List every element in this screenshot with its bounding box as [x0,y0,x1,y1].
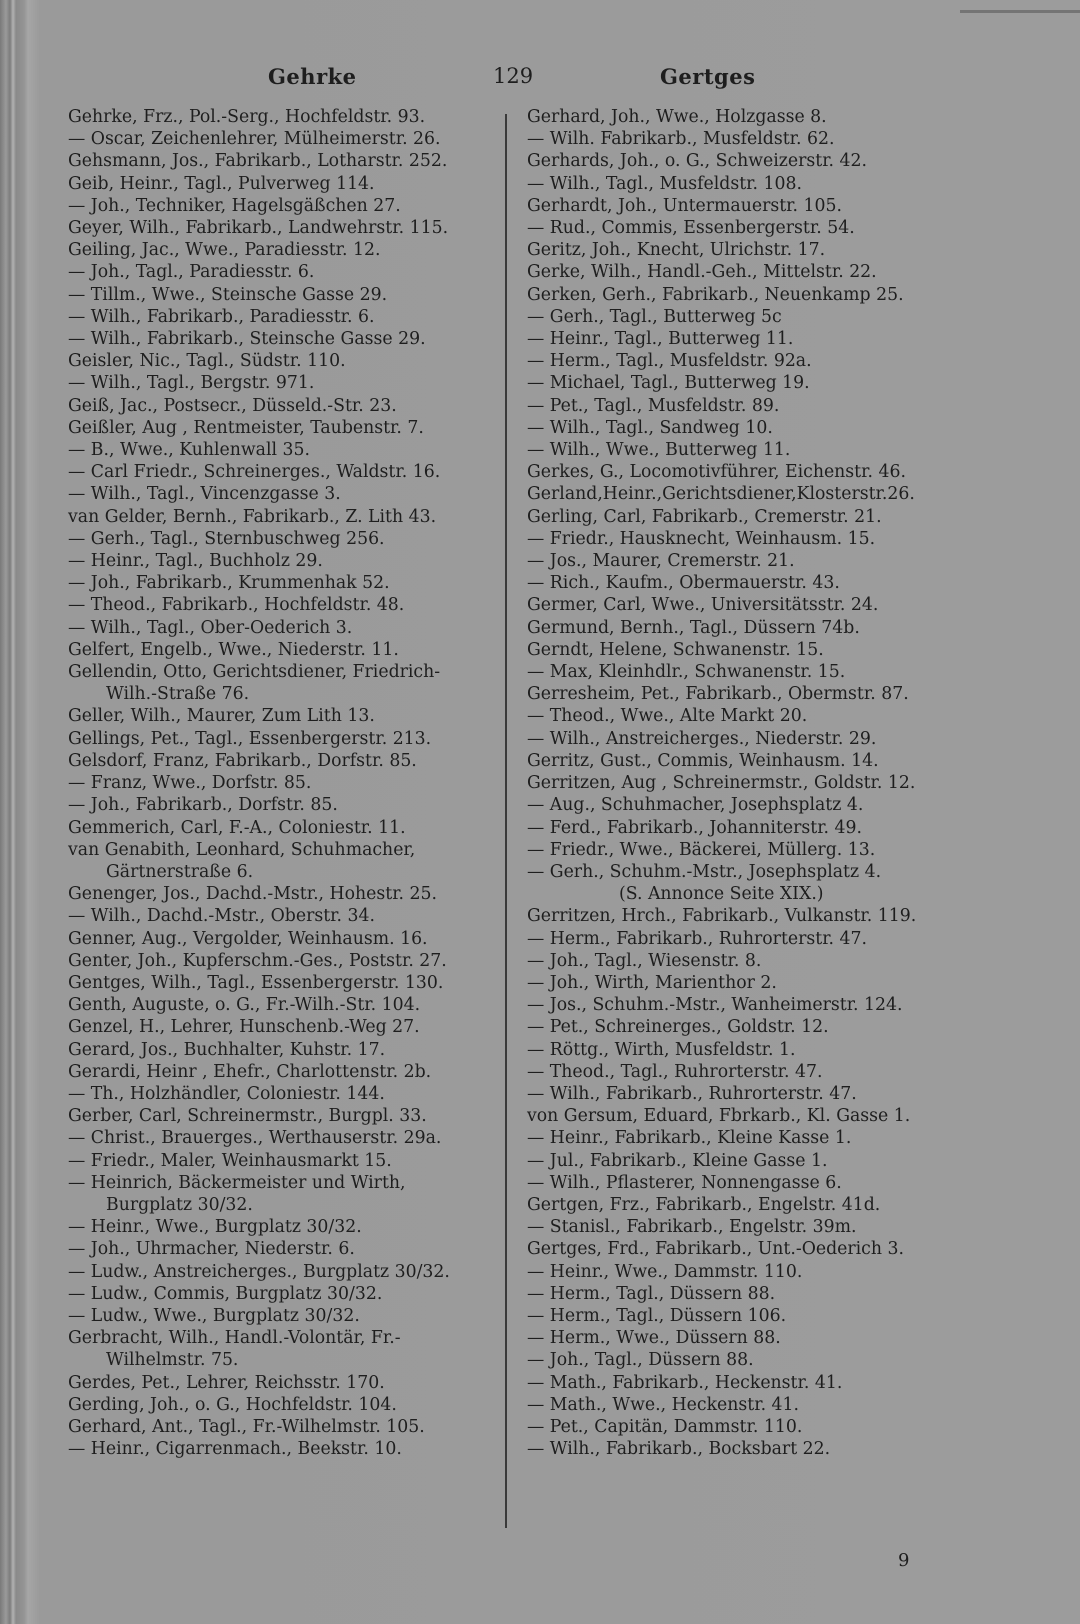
directory-sub-entry: — Math., Fabrikarb., Heckenstr. 41. [527,1372,843,1393]
directory-entry: Genner, Aug., Vergolder, Weinhausm. 16. [68,928,428,949]
directory-sub-entry: — Jul., Fabrikarb., Kleine Gasse 1. [527,1150,828,1171]
directory-sub-entry: — Stanisl., Fabrikarb., Engelstr. 39m. [527,1217,857,1238]
directory-sub-entry: — Joh., Techniker, Hagelsgäßchen 27. [68,195,401,216]
directory-sub-entry: — Joh., Tagl., Wiesenstr. 8. [527,950,762,971]
directory-entry: Geisler, Nic., Tagl., Südstr. 110. [68,351,346,372]
directory-sub-entry: — Wilh., Fabrikarb., Steinsche Gasse 29. [68,329,426,350]
directory-entry: Gehsmann, Jos., Fabrikarb., Lotharstr. 252. [68,151,448,172]
directory-sub-entry: — Röttg., Wirth, Musfeldstr. 1. [527,1039,796,1060]
directory-sub-entry: — Joh., Fabrikarb., Dorfstr. 85. [68,795,338,816]
directory-sub-entry: — Pet., Capitän, Dammstr. 110. [527,1416,803,1437]
page-number: 129 [493,64,534,88]
directory-entry: Genter, Joh., Kupferschm.-Ges., Poststr. 27. [68,950,447,971]
directory-sub-entry: — Joh., Uhrmacher, Niederstr. 6. [68,1239,355,1260]
directory-sub-entry: — Heinr., Cigarrenmach., Beekstr. 10. [68,1439,402,1460]
directory-sub-entry: — Herm., Fabrikarb., Ruhrorterstr. 47. [527,928,868,949]
directory-sub-entry: — Rich., Kaufm., Obermauerstr. 43. [527,573,840,594]
directory-sub-entry: — Aug., Schuhmacher, Josephsplatz 4. [527,795,864,816]
directory-entry: van Gelder, Bernh., Fabrikarb., Z. Lith 43. [68,506,437,527]
directory-sub-entry: — Heinr., Tagl., Buchholz 29. [68,551,323,572]
directory-sub-entry: — Wilh., Tagl., Ober-Oederich 3. [68,617,353,638]
directory-sub-entry: — Gerh., Tagl., Sternbuschweg 256. [68,528,385,549]
directory-entry: Gelfert, Engelb., Wwe., Niederstr. 11. [68,639,399,660]
directory-sub-entry: — Herm., Tagl., Düssern 106. [527,1305,787,1326]
directory-sub-entry: — Ludw., Commis, Burgplatz 30/32. [68,1283,383,1304]
directory-entry-continuation: Wilhelmstr. 75. [106,1350,239,1371]
directory-sub-entry: — Herm., Tagl., Düssern 88. [527,1283,776,1304]
directory-entry: Gerhardt, Joh., Untermauerstr. 105. [527,195,842,216]
directory-entry-continuation: Wilh.-Straße 76. [106,684,250,705]
directory-entry: Gerbracht, Wilh., Handl.-Volontär, Fr.- [68,1328,401,1349]
directory-sub-entry: — Wilh., Tagl., Musfeldstr. 108. [527,173,802,194]
signature-mark: 9 [898,1550,910,1571]
directory-sub-entry: — Wilh., Tagl., Vincenzgasse 3. [68,484,341,505]
directory-sub-entry: — Theod., Fabrikarb., Hochfeldstr. 48. [68,595,405,616]
directory-sub-entry: — Gerh., Tagl., Butterweg 5c [527,306,782,327]
directory-entry: Gellendin, Otto, Gerichtsdiener, Friedrich- [68,662,441,683]
directory-sub-entry: — Pet., Schreinerges., Goldstr. 12. [527,1017,829,1038]
directory-entry: Gerritz, Gust., Commis, Weinhausm. 14. [527,750,879,771]
directory-entry: Geritz, Joh., Knecht, Ulrichstr. 17. [527,240,826,261]
annonce-note: (S. Annonce Seite XIX.) [619,884,824,905]
directory-sub-entry: — Heinr., Fabrikarb., Kleine Kasse 1. [527,1128,852,1149]
column-divider [505,114,507,1528]
directory-sub-entry: — Jos., Schuhm.-Mstr., Wanheimerstr. 124. [527,995,903,1016]
directory-entry: Gerkes, G., Locomotivführer, Eichenstr. 46. [527,462,906,483]
directory-sub-entry: — Christ., Brauerges., Werthauserstr. 29a. [68,1128,442,1149]
right-catchword: Gertges [660,64,756,89]
directory-entry: Gerritzen, Hrch., Fabrikarb., Vulkanstr. 119. [527,906,917,927]
directory-entry: Gerling, Carl, Fabrikarb., Cremerstr. 21. [527,506,882,527]
directory-sub-entry: — Wilh., Fabrikarb., Ruhrorterstr. 47. [527,1083,857,1104]
directory-entry-continuation: Burgplatz 30/32. [106,1194,253,1215]
directory-sub-entry: — Wilh., Dachd.-Mstr., Oberstr. 34. [68,906,375,927]
left-column [68,106,498,1460]
directory-sub-entry: — Theod., Wwe., Alte Markt 20. [527,706,808,727]
directory-sub-entry: — Friedr., Wwe., Bäckerei, Müllerg. 13. [527,839,876,860]
directory-sub-entry: — Heinr., Wwe., Dammstr. 110. [527,1261,803,1282]
directory-sub-entry: — Franz, Wwe., Dorfstr. 85. [68,773,312,794]
directory-sub-entry: — Ludw., Anstreicherges., Burgplatz 30/32. [68,1261,450,1282]
directory-sub-entry: — Gerh., Schuhm.-Mstr., Josephsplatz 4. [527,861,882,882]
directory-entry: Gerdes, Pet., Lehrer, Reichsstr. 170. [68,1372,385,1393]
directory-entry: Geyer, Wilh., Fabrikarb., Landwehrstr. 115. [68,218,449,239]
directory-entry: Gerard, Jos., Buchhalter, Kuhstr. 17. [68,1039,386,1060]
directory-entry: Geißler, Aug , Rentmeister, Taubenstr. 7. [68,417,424,438]
directory-sub-entry: — Wilh., Anstreicherges., Niederstr. 29. [527,728,877,749]
directory-entry: Geiling, Jac., Wwe., Paradiesstr. 12. [68,240,381,261]
page-header [0,64,1080,94]
directory-sub-entry: — Heinr., Wwe., Burgplatz 30/32. [68,1217,362,1238]
directory-entry: Gerland,Heinr.,Gerichtsdiener,Klosterstr.26. [527,484,915,505]
directory-entry: Gerardi, Heinr , Ehefr., Charlottenstr. 2b. [68,1061,432,1082]
directory-entry: Genth, Auguste, o. G., Fr.-Wilh.-Str. 104. [68,995,421,1016]
directory-sub-entry: — Herm., Tagl., Musfeldstr. 92a. [527,351,812,372]
directory-sub-entry: — Wilh., Tagl., Bergstr. 971. [68,373,315,394]
directory-entry: Genzel, H., Lehrer, Hunschenb.-Weg 27. [68,1017,420,1038]
directory-sub-entry: — Theod., Tagl., Ruhrorterstr. 47. [527,1061,823,1082]
directory-sub-entry: — Heinrich, Bäckermeister und Wirth, [68,1172,406,1193]
directory-entry: Gerke, Wilh., Handl.-Geh., Mittelstr. 22. [527,262,877,283]
directory-sub-entry: — Ferd., Fabrikarb., Johanniterstr. 49. [527,817,863,838]
directory-entry: Gertges, Frd., Fabrikarb., Unt.-Oederich 3. [527,1239,904,1260]
directory-entry: Gerber, Carl, Schreinermstr., Burgpl. 33. [68,1106,427,1127]
directory-sub-entry: — Joh., Tagl., Paradiesstr. 6. [68,262,315,283]
directory-sub-entry: — Friedr., Hausknecht, Weinhausm. 15. [527,528,876,549]
directory-entry: Gelsdorf, Franz, Fabrikarb., Dorfstr. 85. [68,750,417,771]
directory-sub-entry: — Oscar, Zeichenlehrer, Mülheimerstr. 26. [68,129,441,150]
directory-entry: Gerhards, Joh., o. G., Schweizerstr. 42. [527,151,868,172]
directory-entry: Geib, Heinr., Tagl., Pulverweg 114. [68,173,375,194]
directory-sub-entry: — Max, Kleinhdlr., Schwanenstr. 15. [527,662,846,683]
directory-sub-entry: — Wilh., Tagl., Sandweg 10. [527,417,773,438]
directory-sub-entry: — Joh., Tagl., Düssern 88. [527,1350,754,1371]
directory-sub-entry: — Ludw., Wwe., Burgplatz 30/32. [68,1305,360,1326]
directory-entry: Gerhard, Joh., Wwe., Holzgasse 8. [527,107,827,127]
directory-entry-continuation: Gärtnerstraße 6. [106,861,254,882]
directory-sub-entry: — B., Wwe., Kuhlenwall 35. [68,440,311,461]
directory-entry: Germer, Carl, Wwe., Universitätsstr. 24. [527,595,879,616]
directory-sub-entry: — Wilh., Fabrikarb., Paradiesstr. 6. [68,306,375,327]
directory-entry: Geller, Wilh., Maurer, Zum Lith 13. [68,706,375,727]
directory-sub-entry: — Joh., Fabrikarb., Krummenhak 52. [68,573,390,594]
directory-sub-entry: — Th., Holzhändler, Coloniestr. 144. [68,1083,385,1104]
directory-entry: Gellings, Pet., Tagl., Essenbergerstr. 213. [68,728,432,749]
directory-sub-entry: — Jos., Maurer, Cremerstr. 21. [527,551,795,572]
directory-sub-entry: — Tillm., Wwe., Steinsche Gasse 29. [68,284,388,305]
directory-entry: Genenger, Jos., Dachd.-Mstr., Hohestr. 25. [68,884,438,905]
left-catchword: Gehrke [268,64,357,89]
directory-sub-entry: — Wilh., Pflasterer, Nonnengasse 6. [527,1172,842,1193]
directory-sub-entry: — Wilh., Fabrikarb., Bocksbart 22. [527,1439,831,1460]
directory-sub-entry: — Rud., Commis, Essenbergerstr. 54. [527,218,855,239]
directory-sub-entry: — Wilh. Fabrikarb., Musfeldstr. 62. [527,129,835,150]
directory-entry: Gerresheim, Pet., Fabrikarb., Obermstr. 87. [527,684,909,705]
page-edge-shadow [960,10,1080,13]
directory-entry: Gerhard, Ant., Tagl., Fr.-Wilhelmstr. 105. [68,1416,425,1437]
directory-sub-entry: — Pet., Tagl., Musfeldstr. 89. [527,395,780,416]
directory-entry: Gerndt, Helene, Schwanenstr. 15. [527,639,824,660]
directory-sub-entry: — Friedr., Maler, Weinhausmarkt 15. [68,1150,392,1171]
directory-sub-entry: — Michael, Tagl., Butterweg 19. [527,373,810,394]
directory-entry: Gerding, Joh., o. G., Hochfeldstr. 104. [68,1394,397,1415]
directory-sub-entry: — Carl Friedr., Schreinerges., Waldstr. 16. [68,462,441,483]
directory-entry: van Genabith, Leonhard, Schuhmacher, [68,839,416,860]
directory-sub-entry: — Wilh., Wwe., Butterweg 11. [527,440,791,461]
directory-entry: Gertgen, Frz., Fabrikarb., Engelstr. 41d. [527,1194,881,1215]
right-column [527,106,967,1460]
directory-entry: Gehrke, Frz., Pol.-Serg., Hochfeldstr. 93. [68,107,426,127]
directory-entry: Gemmerich, Carl, F.-A., Coloniestr. 11. [68,817,406,838]
directory-entry: Germund, Bernh., Tagl., Düssern 74b. [527,617,860,638]
directory-entry: von Gersum, Eduard, Fbrkarb., Kl. Gasse 1. [527,1106,911,1127]
directory-sub-entry: — Heinr., Tagl., Butterweg 11. [527,329,794,350]
directory-sub-entry: — Herm., Wwe., Düssern 88. [527,1328,781,1349]
directory-entry: Gerritzen, Aug , Schreinermstr., Goldstr. 12. [527,773,916,794]
directory-entry: Geiß, Jac., Postsecr., Düsseld.-Str. 23. [68,395,397,416]
directory-entry: Gentges, Wilh., Tagl., Essenbergerstr. 130. [68,972,444,993]
directory-sub-entry: — Joh., Wirth, Marienthor 2. [527,972,777,993]
directory-sub-entry: — Math., Wwe., Heckenstr. 41. [527,1394,800,1415]
directory-entry: Gerken, Gerh., Fabrikarb., Neuenkamp 25. [527,284,904,305]
